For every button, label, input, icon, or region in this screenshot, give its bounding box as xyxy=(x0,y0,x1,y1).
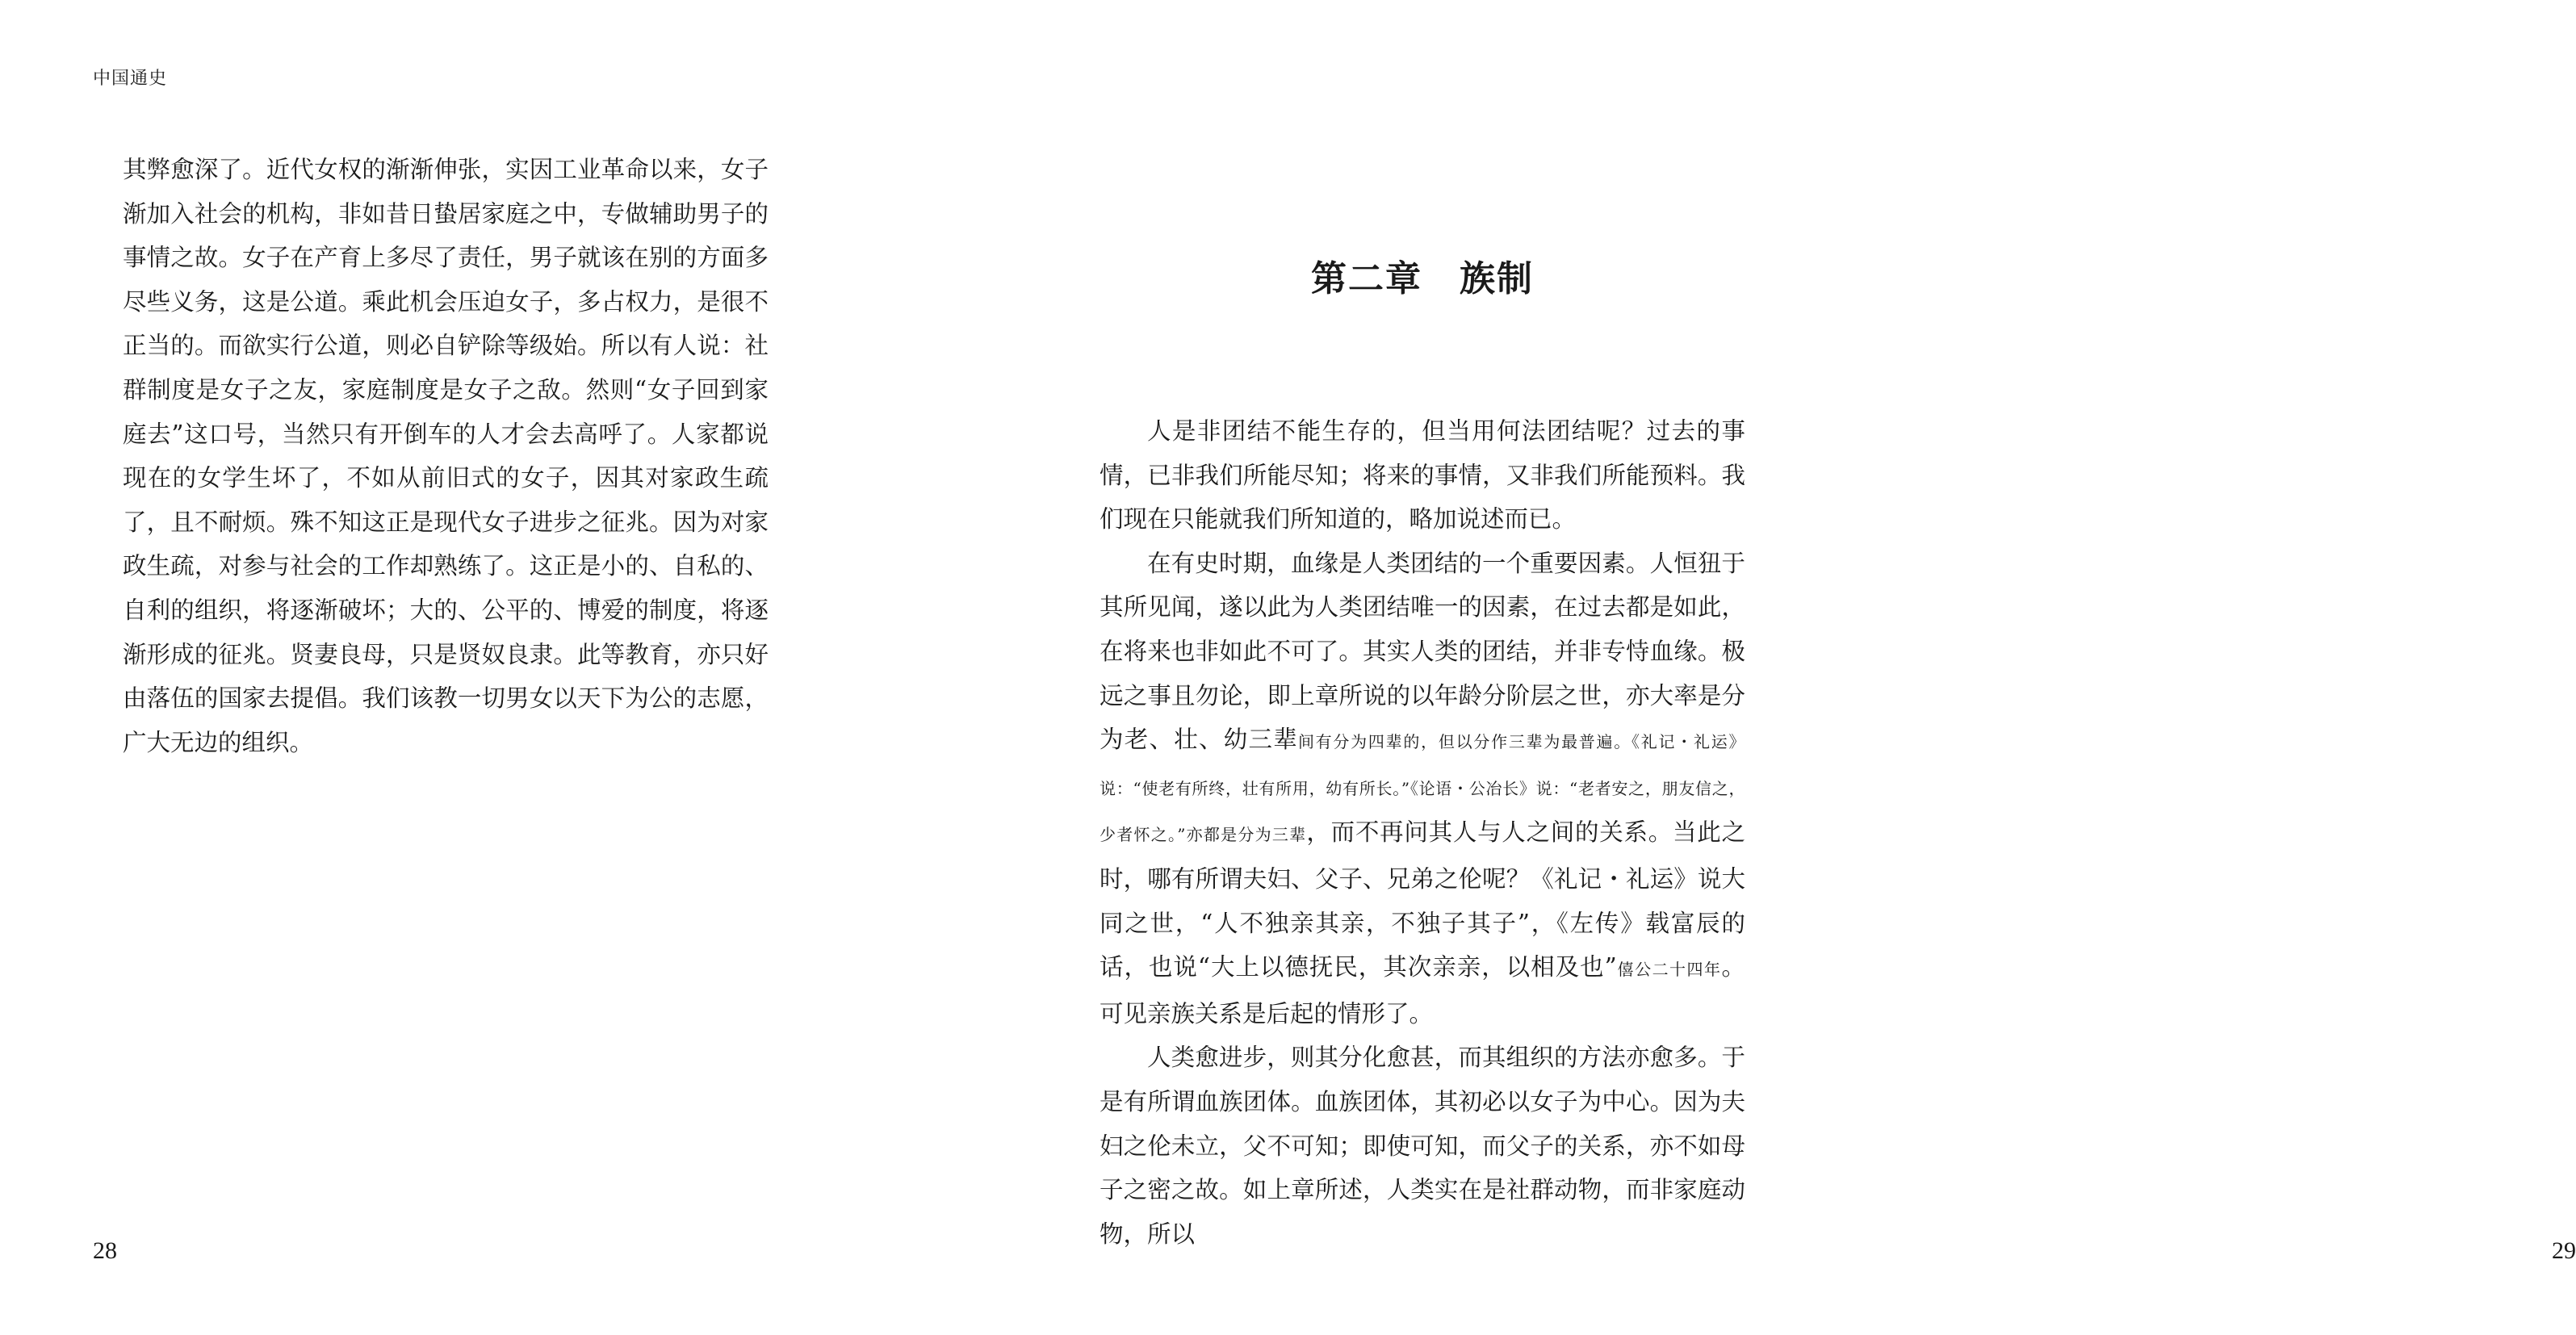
chapter-title: 第二章 族制 xyxy=(1311,258,1534,299)
paragraph: 人是非团结不能生存的，但当用何法团结呢？过去的事情，已非我们所能尽知；将来的事情，又非我们所能预料。我们现在只能就我们所知道的，略加说述而已。 xyxy=(1100,417,1745,534)
left-page xyxy=(0,0,928,1335)
paragraph: 人类愈进步，则其分化愈甚，而其组织的方法亦愈多。于是有所谓血族团体。血族团体，其初必以女子为中心。因为夫妇之伦未立，父不可知；即使可知，而父子的关系，亦不如母子之密之故。如上章所述，人类实在是社群动物，而非家庭动物，所以 xyxy=(1100,1044,1745,1248)
left-body-text xyxy=(123,148,769,764)
page-number-left: 28 xyxy=(93,1237,117,1264)
paragraph: 其弊愈深了。近代女权的渐渐伸张，实因工业革命以来，女子渐加入社会的机构，非如昔日蛰居家庭之中，专做辅助男子的事情之故。女子在产育上多尽了责任，男子就该在别的方面多尽些义务，这是公道。乘此机会压迫女子，多占权力，是很不正当的。而欲实行公道，则必自铲除等级始。所以有人说：社群制度是女子之友，家庭制度是女子之敌。然则“女子回到家庭去”这口号，当然只有开倒车的人才会去高呼了。人家都说现在的女学生坏了，不如从前旧式的女子，因其对家政生疏了，且不耐烦。殊不知这正是现代女子进步之征兆。因为对家政生疏，对参与社会的工作却熟练了。这正是小的、自私的、自利的组织，将逐渐破坏；大的、公平的、博爱的制度，将逐渐形成的征兆。贤妻良母，只是贤奴良隶。此等教育，亦只好由落伍的国家去提倡。我们该教一切男女以天下为公的志愿，广大无边的组织。 xyxy=(123,156,769,756)
paragraph-text: 在有史时期，血缘是人类团结的一个重要因素。人恒狃于其所见闻，遂以此为人类团结唯一的因素，在过去都是如此，在将来也非如此不可了。其实人类的团结，并非专恃血缘。极远之事且勿论，即上章所说的以年龄分阶层之世，亦大率是分为老、壮、幼三辈 xyxy=(1100,549,1745,754)
paragraph-text: ，而不再问其人与人之间的关系。当此之时，哪有所谓夫妇、父子、兄弟之伦呢？《礼记・礼运》说大同之世，“人不独亲其亲，不独子其子”，《左传》载富辰的话，也说“大上以德抚民，其次亲亲，以相及也” xyxy=(1100,818,1745,981)
inline-note: 僖公二十四年 xyxy=(1616,960,1722,980)
right-page xyxy=(928,0,2576,1335)
paragraph-text: 。可见亲族关系是后起的情形了。 xyxy=(1100,953,1746,1027)
right-body-text xyxy=(1100,409,1745,1256)
inline-note: 间有分为四辈的，但以分作三辈为最普遍。《礼记・礼运》说：“使老有所终，壮有所用，幼有所长。”《论语・公冶长》说：“老者安之，朋友信之，少者怀之。”亦都是分为三辈 xyxy=(1100,732,1745,845)
paragraph xyxy=(1100,542,1745,1036)
page-number-right: 29 xyxy=(2552,1237,2576,1264)
running-head: 中国通史 xyxy=(93,69,168,89)
